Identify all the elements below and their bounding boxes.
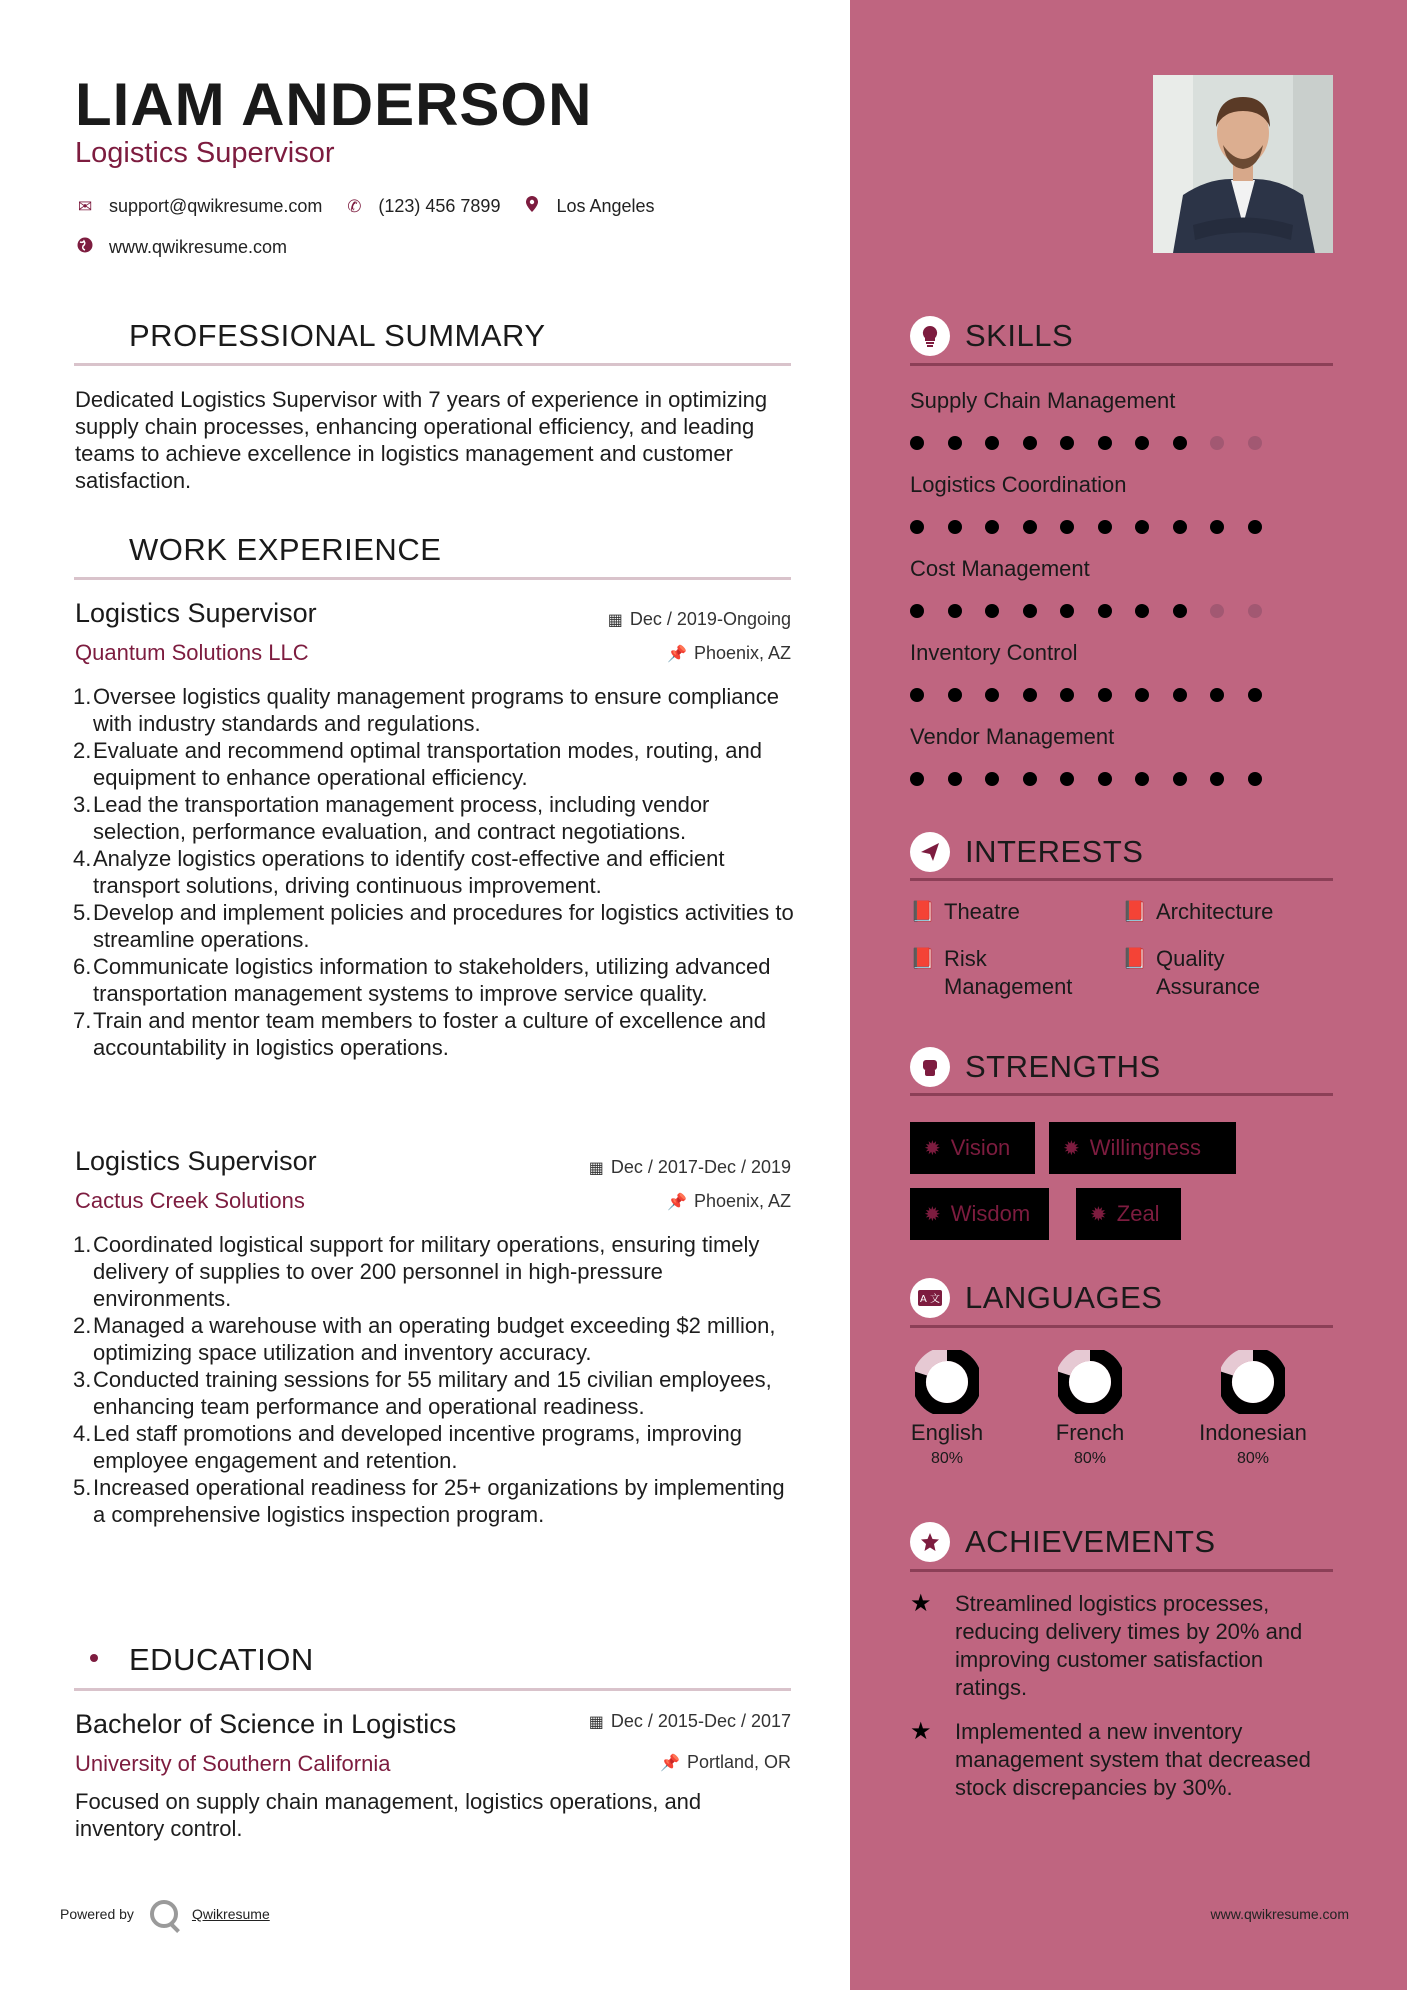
language-item bbox=[1010, 1350, 1170, 1468]
education-dates: ▦ Dec / 2015-Dec / 2017 bbox=[588, 1711, 791, 1731]
skill-label: Inventory Control bbox=[910, 640, 1078, 665]
language-name: Indonesian bbox=[1199, 1420, 1307, 1445]
briefcase-chair-icon bbox=[74, 530, 114, 570]
strengths-header bbox=[910, 1047, 1161, 1087]
rating-dot bbox=[985, 436, 999, 450]
strengths-rule bbox=[910, 1093, 1333, 1096]
rating-dot bbox=[1060, 688, 1074, 702]
rating-dot bbox=[1023, 520, 1037, 534]
rating-dot bbox=[1248, 688, 1262, 702]
experience-header bbox=[74, 530, 441, 570]
job-2-title: Logistics Supervisor bbox=[75, 1146, 317, 1176]
rating-dot bbox=[1060, 604, 1074, 618]
duty-item: 5. Develop and implement policies and procedures for logistics activities to streamline operations. bbox=[73, 900, 794, 952]
language-name: French bbox=[1055, 1420, 1125, 1445]
star-badge-icon bbox=[910, 1522, 950, 1562]
rating-dot bbox=[1210, 436, 1224, 450]
donut-center bbox=[1232, 1361, 1274, 1403]
candidate-role: Logistics Supervisor bbox=[75, 137, 335, 169]
language-donut bbox=[1058, 1350, 1122, 1414]
rating-dot bbox=[1210, 772, 1224, 786]
burst-icon: ✹ bbox=[924, 1137, 941, 1160]
rating-dot bbox=[910, 436, 924, 450]
rating-dot bbox=[1210, 688, 1224, 702]
interests-header bbox=[910, 832, 1143, 872]
envelope-icon: ✉ bbox=[77, 196, 93, 216]
book-icon: 📕 bbox=[1122, 901, 1147, 923]
star-icon: ★ bbox=[910, 1718, 932, 1745]
rating-dot bbox=[1098, 772, 1112, 786]
rating-dot bbox=[1023, 772, 1037, 786]
rating-dot bbox=[948, 688, 962, 702]
skill-label: Logistics Coordination bbox=[910, 472, 1127, 497]
duty-item: 2. Managed a warehouse with an operating budget exceeding $2 million, optimizing space utilization and inventory accuracy. bbox=[73, 1313, 776, 1365]
interest-item: 📕 Architecture bbox=[1122, 899, 1274, 924]
rating-dot bbox=[1210, 520, 1224, 534]
rating-dot bbox=[1248, 772, 1262, 786]
rating-dot bbox=[1023, 688, 1037, 702]
pin-icon: 📌 bbox=[667, 1194, 687, 1211]
languages-title: LANGUAGES bbox=[965, 1280, 1163, 1315]
rating-dot bbox=[948, 604, 962, 618]
rating-dot bbox=[948, 772, 962, 786]
rating-dot bbox=[1098, 688, 1112, 702]
duty-item: 6. Communicate logistics information to stakeholders, utilizing advanced transportation management systems to improve service quality. bbox=[73, 954, 771, 1006]
languages-header bbox=[910, 1278, 1162, 1318]
achievements-header bbox=[910, 1522, 1216, 1562]
rating-dot bbox=[910, 520, 924, 534]
summary-title: PROFESSIONAL SUMMARY bbox=[129, 318, 546, 353]
candidate-name: LIAM ANDERSON bbox=[75, 71, 593, 138]
rating-dot bbox=[985, 772, 999, 786]
rating-dot bbox=[985, 520, 999, 534]
duty-item: 4. Led staff promotions and developed incentive programs, improving employee engagement and retention. bbox=[73, 1421, 742, 1473]
rating-dot bbox=[1173, 604, 1187, 618]
education-header bbox=[74, 1640, 314, 1680]
interests-title: INTERESTS bbox=[965, 834, 1144, 869]
summary-text: Dedicated Logistics Supervisor with 7 years of experience in optimizing supply chain processes, enhancing operational efficiency, and leading teams to achieve excellence in logistics management and customer satisfaction. bbox=[75, 387, 768, 493]
language-donut bbox=[1221, 1350, 1285, 1414]
rating-dot bbox=[1060, 520, 1074, 534]
calendar-icon: ▦ bbox=[607, 612, 623, 629]
skill-label: Cost Management bbox=[910, 556, 1090, 581]
school-name: University of Southern California bbox=[75, 1751, 391, 1776]
website-link[interactable]: www.qwikresume.com bbox=[109, 237, 288, 257]
user-icon bbox=[74, 316, 114, 356]
contact-row-1 bbox=[75, 196, 677, 217]
interest-item: 📕 Risk Management bbox=[910, 946, 1073, 999]
language-donut bbox=[915, 1350, 979, 1414]
phone-text: (123) 456 7899 bbox=[378, 196, 501, 216]
rating-dot bbox=[1248, 604, 1262, 618]
strength-badge: ✹ Wisdom bbox=[910, 1188, 1049, 1240]
strength-badge: ✹ Zeal bbox=[1076, 1188, 1181, 1240]
qwikresume-logo-icon bbox=[150, 1900, 178, 1928]
job-2-dates: ▦ Dec / 2017-Dec / 2019 bbox=[588, 1157, 791, 1177]
job-1-title: Logistics Supervisor bbox=[75, 598, 317, 628]
degree-title: Bachelor of Science in Logistics bbox=[75, 1709, 457, 1739]
paper-plane-icon bbox=[910, 832, 950, 872]
summary-rule bbox=[74, 363, 791, 366]
map-pin-icon bbox=[522, 196, 542, 217]
job-1-location: 📌 Phoenix, AZ bbox=[667, 643, 791, 663]
languages-rule bbox=[910, 1325, 1333, 1328]
rating-dot bbox=[1098, 436, 1112, 450]
duty-item: 1. Coordinated logistical support for military operations, ensuring timely delivery of supplies to over 200 personnel in high-pressure environments. bbox=[73, 1232, 760, 1311]
globe-icon bbox=[75, 237, 95, 258]
donut-center bbox=[926, 1361, 968, 1403]
language-percent: 80% bbox=[1073, 1450, 1107, 1467]
experience-rule bbox=[74, 577, 791, 580]
job-1-dates: ▦ Dec / 2019-Ongoing bbox=[607, 609, 791, 629]
profile-photo bbox=[1153, 75, 1333, 253]
burst-icon: ✹ bbox=[1063, 1137, 1080, 1160]
lightbulb-icon bbox=[910, 316, 950, 356]
duty-item: 2. Evaluate and recommend optimal transportation modes, routing, and equipment to enhance operational efficiency. bbox=[73, 738, 762, 790]
skills-title: SKILLS bbox=[965, 318, 1074, 353]
location-text: Los Angeles bbox=[556, 196, 655, 216]
book-icon: 📕 bbox=[910, 901, 935, 923]
rating-dot bbox=[1135, 520, 1149, 534]
skill-label: Vendor Management bbox=[910, 724, 1115, 749]
achievement-item: ★ Implemented a new inventory management system that decreased stock discrepancies by 30%. bbox=[910, 1718, 1311, 1800]
svg-text:A 文: A 文 bbox=[919, 1294, 941, 1305]
skill-label: Supply Chain Management bbox=[910, 388, 1176, 413]
book-icon: 📕 bbox=[1122, 948, 1147, 970]
rating-dot bbox=[1210, 604, 1224, 618]
skill-rating bbox=[910, 772, 1285, 786]
education-rule bbox=[74, 1688, 791, 1691]
education-location: 📌 Portland, OR bbox=[660, 1752, 791, 1772]
rating-dot bbox=[985, 688, 999, 702]
rating-dot bbox=[1098, 604, 1112, 618]
rating-dot bbox=[948, 436, 962, 450]
achievement-item: ★ Streamlined logistics processes, reducing delivery times by 20% and improving customer satisfaction ratings. bbox=[910, 1590, 1303, 1700]
rating-dot bbox=[948, 520, 962, 534]
rating-dot bbox=[1098, 520, 1112, 534]
duty-item: 4. Analyze logistics operations to identify cost-effective and efficient transport solutions, driving continuous improvement. bbox=[73, 846, 725, 898]
interests-rule bbox=[910, 878, 1333, 881]
burst-icon: ✹ bbox=[1090, 1203, 1107, 1226]
skills-header bbox=[910, 316, 1073, 356]
rating-dot bbox=[1248, 520, 1262, 534]
job-1-company: Quantum Solutions LLC bbox=[75, 640, 309, 665]
rating-dot bbox=[1248, 436, 1262, 450]
skill-rating bbox=[910, 604, 1285, 618]
education-description: Focused on supply chain management, logistics operations, and inventory control. bbox=[75, 1789, 702, 1841]
skill-rating bbox=[910, 520, 1285, 534]
rating-dot bbox=[1023, 604, 1037, 618]
skill-rating bbox=[910, 436, 1285, 450]
burst-icon: ✹ bbox=[924, 1203, 941, 1226]
language-percent: 80% bbox=[1236, 1450, 1270, 1467]
powered-by-label: Powered by bbox=[60, 1906, 134, 1922]
summary-header bbox=[74, 316, 546, 356]
education-title: EDUCATION bbox=[129, 1642, 314, 1677]
job-1-duties bbox=[75, 683, 795, 1061]
language-name: English bbox=[910, 1420, 984, 1445]
phone-icon: ✆ bbox=[347, 196, 362, 216]
skill-rating bbox=[910, 688, 1285, 702]
interest-item: 📕 Theatre bbox=[910, 899, 1020, 924]
donut-center bbox=[1069, 1361, 1111, 1403]
calendar-icon: ▦ bbox=[588, 1160, 604, 1177]
duty-item: 3. Conducted training sessions for 55 military and 15 civilian employees, enhancing team performance and operational readiness. bbox=[73, 1367, 772, 1419]
strength-badge: ✹ Vision bbox=[910, 1122, 1035, 1174]
duty-item: 5. Increased operational readiness for 25+ organizations by implementing a comprehensive logistics inspection program. bbox=[73, 1475, 785, 1527]
book-icon: 📕 bbox=[910, 948, 935, 970]
job-2-company: Cactus Creek Solutions bbox=[75, 1188, 305, 1213]
rating-dot bbox=[910, 688, 924, 702]
rating-dot bbox=[1135, 772, 1149, 786]
duty-item: 3. Lead the transportation management process, including vendor selection, performance evaluation, and contract negotiations. bbox=[73, 792, 710, 844]
translate-icon bbox=[910, 1278, 950, 1318]
interest-item: 📕 Quality Assurance bbox=[1122, 946, 1260, 999]
rating-dot bbox=[1060, 772, 1074, 786]
rating-dot bbox=[1173, 688, 1187, 702]
footer-powered bbox=[60, 1900, 270, 1928]
graduate-icon bbox=[74, 1640, 114, 1680]
duty-item: 1. Oversee logistics quality management programs to ensure compliance with industry standards and regulations. bbox=[73, 684, 779, 736]
duty-item: 7. Train and mentor team members to foster a culture of excellence and accountability in logistics operations. bbox=[73, 1008, 766, 1060]
rating-dot bbox=[1173, 520, 1187, 534]
pin-icon: 📌 bbox=[660, 1755, 680, 1772]
rating-dot bbox=[1023, 436, 1037, 450]
footer-website[interactable]: www.qwikresume.com bbox=[1210, 1906, 1349, 1922]
rating-dot bbox=[1135, 688, 1149, 702]
calendar-icon: ▦ bbox=[588, 1714, 604, 1731]
rating-dot bbox=[1135, 436, 1149, 450]
achievements-title: ACHIEVEMENTS bbox=[965, 1524, 1216, 1559]
rating-dot bbox=[1173, 436, 1187, 450]
language-percent: 80% bbox=[930, 1450, 964, 1467]
language-item bbox=[1173, 1350, 1333, 1468]
rating-dot bbox=[1060, 436, 1074, 450]
email-link[interactable]: support@qwikresume.com bbox=[109, 196, 323, 216]
rating-dot bbox=[910, 772, 924, 786]
brand-link[interactable]: Qwikresume bbox=[191, 1906, 270, 1922]
rating-dot bbox=[1173, 772, 1187, 786]
rating-dot bbox=[1135, 604, 1149, 618]
rating-dot bbox=[985, 604, 999, 618]
contact-row-2 bbox=[75, 237, 309, 258]
rating-dot bbox=[910, 604, 924, 618]
achievements-rule bbox=[910, 1569, 1333, 1572]
fist-icon bbox=[910, 1047, 950, 1087]
star-icon: ★ bbox=[910, 1590, 932, 1617]
language-item bbox=[867, 1350, 1027, 1468]
experience-title: WORK EXPERIENCE bbox=[129, 532, 442, 567]
pin-icon: 📌 bbox=[667, 646, 687, 663]
job-2-duties bbox=[75, 1231, 795, 1528]
skills-rule bbox=[910, 363, 1333, 366]
job-2-location: 📌 Phoenix, AZ bbox=[667, 1191, 791, 1211]
strength-badge: ✹ Willingness bbox=[1049, 1122, 1236, 1174]
strengths-title: STRENGTHS bbox=[965, 1049, 1161, 1084]
